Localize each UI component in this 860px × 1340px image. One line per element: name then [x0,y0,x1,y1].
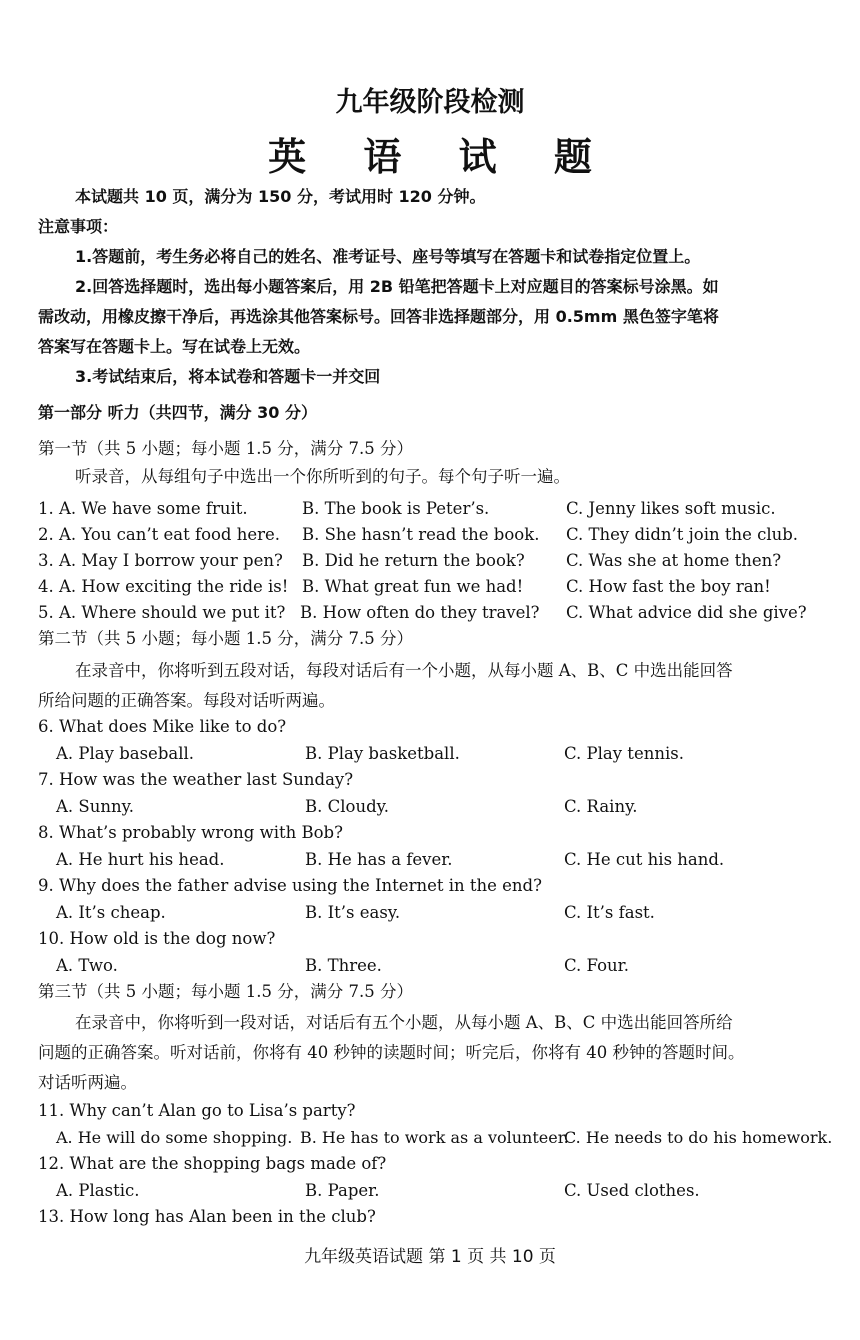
question-stem: 7. How was the weather last Sunday? [38,770,354,789]
notice-item-1: 1.答题前，考生务必将自己的姓名、准考证号、座号等填写在答题卡和试卷指定位置上。 [75,247,701,266]
option-a: 5. A. Where should we put it? [38,603,286,622]
option-a: A. He hurt his head. [56,850,225,869]
option-c: C. Play tennis. [564,744,684,763]
option-c: C. Used clothes. [564,1181,700,1200]
option-b: B. He has a fever. [305,850,453,869]
option-b: B. Did he return the book? [302,551,525,570]
option-b: B. He has to work as a volunteer. [300,1128,569,1147]
sec2-instruction-cont: 所给问题的正确答案。每段对话听两遍。 [38,691,335,710]
option-c: C. Rainy. [564,797,638,816]
option-a: A. It’s cheap. [56,903,166,922]
sec3-instruction-cont2: 对话听两遍。 [38,1073,137,1092]
question-stem: 12. What are the shopping bags made of? [38,1154,387,1173]
option-c: C. They didn’t join the club. [566,525,799,544]
sec2-heading: 第二节（共 5 小题；每小题 1.5 分，满分 7.5 分） [38,629,413,648]
sec3-instruction-cont: 问题的正确答案。听对话前，你将有 40 秒钟的读题时间；听完后，你将有 40 秒钟的答题时间。 [38,1043,745,1062]
intro-text: 本试题共 10 页，满分为 150 分，考试用时 120 分钟。 [75,187,486,206]
page-footer: 九年级英语试题 第 1 页 共 10 页 [304,1247,556,1267]
option-a: A. Sunny. [56,797,134,816]
question-stem: 9. Why does the father advise using the Internet in the end? [38,876,542,895]
option-a: 4. A. How exciting the ride is! [38,577,289,596]
sec2-instruction: 在录音中，你将听到五段对话，每段对话后有一个小题，从每小题 A、B、C 中选出能回答 [75,661,733,680]
option-a: A. Two. [56,956,118,975]
notice-heading: 注意事项： [38,217,119,236]
notice-item-3: 3.考试结束后，将本试卷和答题卡一并交回 [75,367,381,386]
option-a: 1. A. We have some fruit. [38,499,248,518]
notice-item-2-cont: 需改动，用橡皮擦干净后，再选涂其他答案标号。回答非选择题部分，用 0.5mm 黑色签字笔将 [38,307,719,326]
option-a: A. He will do some shopping. [56,1128,293,1147]
option-b: B. Cloudy. [305,797,390,816]
option-c: C. Was she at home then? [566,551,782,570]
option-c: C. He cut his hand. [564,850,725,869]
option-c: C. Four. [564,956,629,975]
exam-subtitle: 九年级阶段检测 [335,87,525,118]
question-stem: 11. Why can’t Alan go to Lisa’s party? [38,1101,356,1120]
notice-item-2-cont2: 答案写在答题卡上。写在试卷上无效。 [38,337,311,356]
option-a: A. Play baseball. [56,744,195,763]
question-stem: 6. What does Mike like to do? [38,717,287,736]
option-a: 3. A. May I borrow your pen? [38,551,283,570]
option-a: 2. A. You can’t eat food here. [38,525,281,544]
question-stem: 13. How long has Alan been in the club? [38,1207,376,1226]
exam-title: 英 语 试 题 [268,135,614,179]
option-b: B. How often do they travel? [300,603,540,622]
question-stem: 8. What’s probably wrong with Bob? [38,823,343,842]
option-c: C. Jenny likes soft music. [566,499,776,518]
option-c: C. What advice did she give? [566,603,807,622]
sec3-heading: 第三节（共 5 小题；每小题 1.5 分，满分 7.5 分） [38,982,413,1001]
option-b: B. She hasn’t read the book. [302,525,540,544]
sec1-heading: 第一节（共 5 小题；每小题 1.5 分，满分 7.5 分） [38,439,413,458]
part1-heading: 第一部分 听力（共四节，满分 30 分） [38,403,317,422]
sec3-instruction: 在录音中，你将听到一段对话，对话后有五个小题，从每小题 A、B、C 中选出能回答所给 [75,1013,733,1032]
notice-item-2: 2.回答选择题时，选出每小题答案后，用 2B 铅笔把答题卡上对应题目的答案标号涂黑。如 [75,277,719,296]
option-b: B. Play basketball. [305,744,460,763]
option-b: B. Paper. [305,1181,380,1200]
question-stem: 10. How old is the dog now? [38,929,276,948]
option-b: B. It’s easy. [305,903,401,922]
option-b: B. Three. [305,956,382,975]
option-c: C. How fast the boy ran! [566,577,771,596]
option-a: A. Plastic. [56,1181,140,1200]
option-b: B. What great fun we had! [302,577,524,596]
sec1-instruction: 听录音，从每组句子中选出一个你所听到的句子。每个句子听一遍。 [75,467,570,486]
option-b: B. The book is Peter’s. [302,499,490,518]
option-c: C. He needs to do his homework. [564,1128,833,1147]
option-c: C. It’s fast. [564,903,655,922]
